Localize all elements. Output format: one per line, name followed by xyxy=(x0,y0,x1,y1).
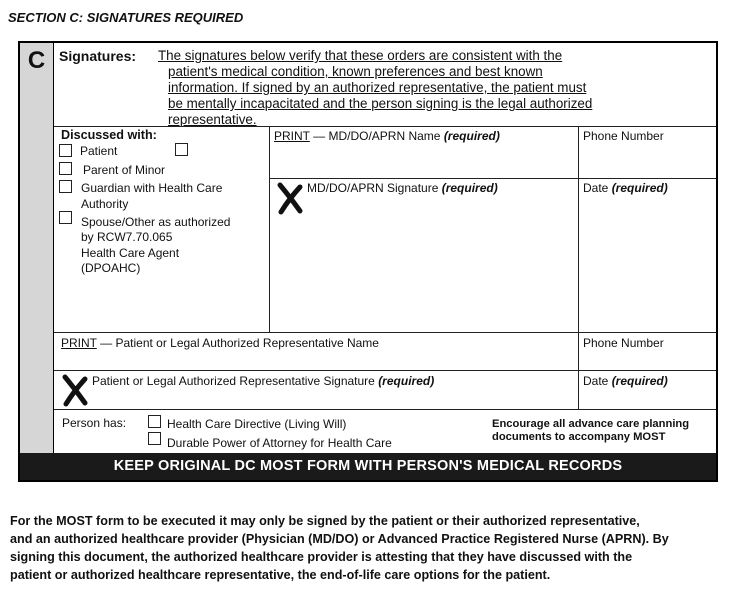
required-tag: (required) xyxy=(378,374,435,388)
spouse-checkbox[interactable] xyxy=(59,211,72,224)
print-keyword: PRINT xyxy=(274,129,310,143)
required-tag: (required) xyxy=(611,374,668,388)
provider-signature-label xyxy=(307,181,498,195)
parent-label: Parent of Minor xyxy=(83,163,166,177)
discussed-title: Discussed with: xyxy=(61,128,157,142)
poa-label: Durable Power of Attorney for Health Care xyxy=(167,436,392,450)
provider-phone-label: Phone Number xyxy=(583,129,664,143)
patient-signature-text: Patient or Legal Authorized Representative Signature xyxy=(92,374,379,388)
grid-line xyxy=(54,126,716,127)
header-line-1: The signatures below verify that these orders are consistent with the xyxy=(158,48,563,63)
footer-line-4: patient or authorized healthcare representative, the end-of-life care options for the patient. xyxy=(10,568,551,582)
provider-name-text: — MD/DO/APRN Name xyxy=(309,129,444,143)
footer-line-1: For the MOST form to be executed it may only be signed by the patient or their authorized representative, xyxy=(10,514,640,528)
directive-checkbox[interactable] xyxy=(148,415,161,428)
records-banner: KEEP ORIGINAL DC MOST FORM WITH PERSON'S MEDICAL RECORDS xyxy=(20,453,716,480)
guardian-label-2: Authority xyxy=(81,197,129,211)
patient-phone-label: Phone Number xyxy=(583,336,664,350)
signatures-form xyxy=(18,41,718,482)
guardian-label: Guardian with Health Care xyxy=(81,181,223,195)
provider-signature-text: MD/DO/APRN Signature xyxy=(307,181,442,195)
footer-notice xyxy=(10,512,730,584)
directive-label: Health Care Directive (Living Will) xyxy=(167,417,347,431)
required-tag: (required) xyxy=(441,181,498,195)
patient-name-text: — Patient or Legal Authorized Representative Name xyxy=(96,336,379,350)
header-line-2: patient's medical condition, known preferences and best known xyxy=(168,64,543,79)
signature-x-icon xyxy=(276,181,304,215)
provider-date-label xyxy=(583,181,668,195)
provider-print-label xyxy=(274,129,500,143)
footer-line-2: and an authorized healthcare provider (Physician (MD/DO) or Advanced Practice Registered Nurse (APRN). By xyxy=(10,532,669,546)
grid-line xyxy=(54,370,716,371)
section-heading: SECTION C: SIGNATURES REQUIRED xyxy=(8,10,244,25)
print-keyword: PRINT xyxy=(61,336,97,350)
patient-date-label xyxy=(583,374,668,388)
patient-print-label xyxy=(61,336,379,350)
agent-label: Health Care Agent xyxy=(81,246,180,260)
encourage-line-2: documents to accompany MOST xyxy=(492,431,666,443)
grid-line xyxy=(269,126,270,332)
required-tag: (required) xyxy=(443,129,500,143)
section-sidebar xyxy=(20,43,54,453)
extra-checkbox[interactable] xyxy=(175,143,188,156)
patient-signature-label xyxy=(92,374,434,388)
section-letter: C xyxy=(27,47,46,74)
agent-label-2: (DPOAHC) xyxy=(81,261,141,275)
header-line-4: be mentally incapacitated and the person signing is the legal authorized xyxy=(168,96,593,111)
spouse-label-2: by RCW7.70.065 xyxy=(81,230,173,244)
footer-line-3: signing this document, the authorized healthcare provider is attesting that they have discussed with the xyxy=(10,550,633,564)
patient-label: Patient xyxy=(80,144,118,158)
encourage-line-1: Encourage all advance care planning xyxy=(492,418,690,430)
poa-checkbox[interactable] xyxy=(148,432,161,445)
header-line-5: representative. xyxy=(168,112,257,127)
header-line-3: information. If signed by an authorized representative, the patient must xyxy=(168,80,587,95)
signatures-label: Signatures: xyxy=(59,48,137,64)
required-tag: (required) xyxy=(611,181,668,195)
grid-line xyxy=(54,332,716,333)
grid-line xyxy=(578,126,579,409)
parent-checkbox[interactable] xyxy=(59,162,72,175)
grid-line xyxy=(269,178,716,179)
grid-line xyxy=(54,409,716,410)
signature-x-icon xyxy=(61,373,89,407)
spouse-label: Spouse/Other as authorized xyxy=(81,215,231,229)
date-text: Date xyxy=(583,181,612,195)
guardian-checkbox[interactable] xyxy=(59,180,72,193)
patient-checkbox[interactable] xyxy=(59,144,72,157)
person-has-label: Person has: xyxy=(62,416,127,430)
date-text: Date xyxy=(583,374,612,388)
